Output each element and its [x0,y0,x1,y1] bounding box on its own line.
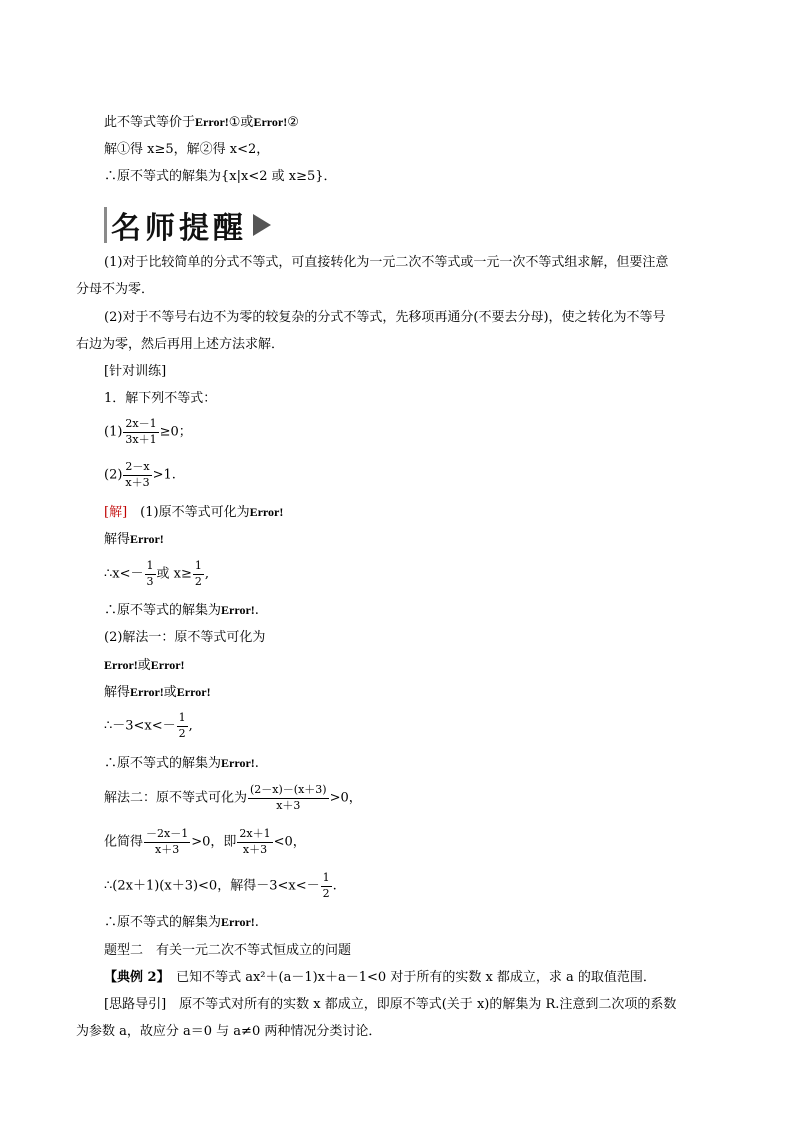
method-1-cases: Error!或Error! [104,658,185,673]
error-field: Error! [176,685,211,699]
play-triangle-icon [253,214,271,236]
method-1-solve: 解得Error!或Error! [104,685,211,700]
tip-2-line-1: (2)对于不等号右边不为零的较复杂的分式不等式，先移项再通分(不要去分母)，使之转化为不等号 [104,310,666,325]
heading-text: 名师提醒 [111,211,247,246]
guide-line-1: [思路导引] 原不等式对所有的实数 x 都成立，即原不等式(关于 x)的解集为 R.注意到二次项的系数 [104,997,677,1012]
error-field: Error! [130,685,164,699]
solution-set: ∴原不等式的解集为Error!. [104,756,259,771]
method-2-result: ∴(2x＋1)(x＋3)<0，解得－3<x<－ $\frac{1}{2}$ . [104,871,337,900]
method-2-line: 解法二：原不等式可化为 $\frac{(2-x)-(x+3)}{x+3}$ >0， [104,783,362,812]
solve-line: 解①得 x≥5，解②得 x<2， [104,142,270,157]
tip-1-line-2: 分母不为零． [76,282,155,297]
fraction: $\frac{-2x-1}{x+3}$ [146,827,189,856]
example-2: 【典例 2】 已知不等式 ax²＋(a－1)x＋a－1<0 对于所有的实数 x 都成立，求 a 的取值范围． [104,970,656,985]
error-field: Error! [104,658,138,672]
example-tag: 【典例 2】 [104,970,164,985]
training-label: [针对训练] [104,364,167,379]
solution-tag: [解] [104,505,128,520]
error-field: Error! [221,756,255,770]
error-field: Error! [253,115,288,129]
error-field: Error! [221,603,255,617]
guide-line-2: 为参数 a，故应分 a＝0 与 a≠0 两种情况分类讨论． [76,1024,382,1039]
tip-1-line-1: (1)对于比较简单的分式不等式，可直接转化为一元二次不等式或一元一次不等式组求解，但要注意 [104,255,669,270]
solution-set: ∴原不等式的解集为Error!. [104,915,259,930]
inequality-2: (2) $\frac{2-x}{x+3}$ >1. [104,460,176,489]
tip-2-line-2: 右边为零，然后再用上述方法求解． [76,337,285,352]
fraction: $\frac{1}{2}$ [322,871,330,900]
fraction: $\frac{2x-1}{3x+1}$ [125,417,157,446]
method-1-line: (2)解法一：原不等式可化为 [104,630,266,645]
fraction: $\frac{2-x}{x+3}$ [125,460,150,489]
error-field: Error! [130,532,164,546]
fraction: $\frac{1}{3}$ [146,559,154,588]
error-field: Error! [150,658,185,672]
method-1-result: ∴－3<x<－ $\frac{1}{2}$ , [104,711,193,740]
solution-set-line: ∴原不等式的解集为{x|x<2 或 x≥5}． [104,169,337,184]
fraction: $\frac{(2-x)-(x+3)}{x+3}$ [250,783,327,812]
heading-bar [104,207,107,243]
fraction: $\frac{1}{2}$ [178,711,186,740]
problem-type-2-title: 题型二 有关一元二次不等式恒成立的问题 [104,943,352,958]
section-heading [104,205,271,245]
question-1: 1．解下列不等式： [104,391,217,406]
inequality-1: (1) $\frac{2x-1}{3x+1}$ ≥0； [104,417,192,446]
error-field: Error! [249,505,284,519]
solve-step: 解得Error! [104,532,164,547]
solve-result: ∴x<－ $\frac{1}{3}$ 或 x≥ $\frac{1}{2}$ , [104,559,209,588]
fraction: $\frac{1}{2}$ [194,559,202,588]
fraction: $\frac{2x+1}{x+3}$ [239,827,271,856]
equivalence-line: 此不等式等价于Error!①或Error!② [104,115,299,130]
method-2-simplify: 化简得 $\frac{-2x-1}{x+3}$ >0，即 $\frac{2x+1}{x+3}$ <0， [104,827,306,856]
solution-1: [解] (1)原不等式可化为Error! [104,505,284,520]
solution-set: ∴原不等式的解集为Error!. [104,603,259,618]
error-field: Error! [195,115,229,129]
error-field: Error! [221,915,255,929]
